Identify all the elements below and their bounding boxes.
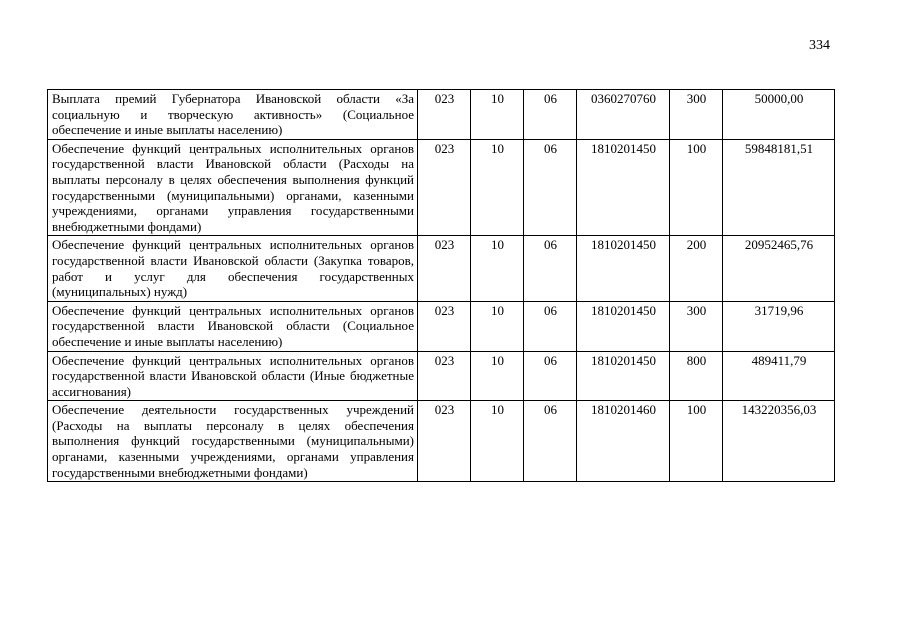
row-description: Обеспечение деятельности государственных учреждений (Расходы на выплаты персоналу в целях обеспечения выполнения функций государственными (муниципальными) органами, казенными учреждениями, органами управления государственными внебюджетными фондами) [48, 401, 418, 482]
row-section-code: 10 [471, 401, 524, 482]
row-grbs-code: 023 [418, 236, 471, 301]
row-section-code: 10 [471, 139, 524, 236]
row-subsection-code: 06 [524, 351, 577, 401]
row-expense-type-code: 300 [670, 301, 723, 351]
row-grbs-code: 023 [418, 401, 471, 482]
row-section-code: 10 [471, 90, 524, 140]
row-expense-type-code: 200 [670, 236, 723, 301]
row-description: Обеспечение функций центральных исполнительных органов государственной власти Ивановской области (Расходы на выплаты персоналу в целях обеспечения выполнения функций государственными (муниципальными) органами, казенными учреждениями, органами управления государственными внебюджетными фондами) [48, 139, 418, 236]
row-target-code: 1810201450 [577, 301, 670, 351]
table-row [48, 90, 835, 140]
row-description: Обеспечение функций центральных исполнительных органов государственной власти Ивановской области (Социальное обеспечение и иные выплаты населению) [48, 301, 418, 351]
table-row [48, 139, 835, 236]
row-description: Выплата премий Губернатора Ивановской области «За социальную и творческую активность» (Социальное обеспечение и иные выплаты населению) [48, 90, 418, 140]
row-target-code: 0360270760 [577, 90, 670, 140]
row-amount: 489411,79 [723, 351, 835, 401]
row-description: Обеспечение функций центральных исполнительных органов государственной власти Ивановской области (Иные бюджетные ассигнования) [48, 351, 418, 401]
row-target-code: 1810201450 [577, 139, 670, 236]
table-row [48, 351, 835, 401]
row-target-code: 1810201450 [577, 351, 670, 401]
row-section-code: 10 [471, 351, 524, 401]
row-grbs-code: 023 [418, 351, 471, 401]
row-subsection-code: 06 [524, 401, 577, 482]
row-description: Обеспечение функций центральных исполнительных органов государственной власти Ивановской области (Закупка товаров, работ и услуг для обеспечения государственных (муниципальных) нужд) [48, 236, 418, 301]
row-grbs-code: 023 [418, 139, 471, 236]
row-target-code: 1810201450 [577, 236, 670, 301]
row-expense-type-code: 100 [670, 139, 723, 236]
row-subsection-code: 06 [524, 139, 577, 236]
table-row [48, 301, 835, 351]
row-subsection-code: 06 [524, 301, 577, 351]
table-row [48, 401, 835, 482]
row-target-code: 1810201460 [577, 401, 670, 482]
table-row [48, 236, 835, 301]
row-amount: 31719,96 [723, 301, 835, 351]
row-section-code: 10 [471, 301, 524, 351]
row-section-code: 10 [471, 236, 524, 301]
row-subsection-code: 06 [524, 90, 577, 140]
row-amount: 20952465,76 [723, 236, 835, 301]
budget-table [47, 89, 835, 482]
row-expense-type-code: 100 [670, 401, 723, 482]
row-subsection-code: 06 [524, 236, 577, 301]
row-amount: 59848181,51 [723, 139, 835, 236]
row-expense-type-code: 300 [670, 90, 723, 140]
row-grbs-code: 023 [418, 90, 471, 140]
row-amount: 143220356,03 [723, 401, 835, 482]
row-expense-type-code: 800 [670, 351, 723, 401]
page-number: 334 [809, 38, 830, 53]
row-amount: 50000,00 [723, 90, 835, 140]
row-grbs-code: 023 [418, 301, 471, 351]
